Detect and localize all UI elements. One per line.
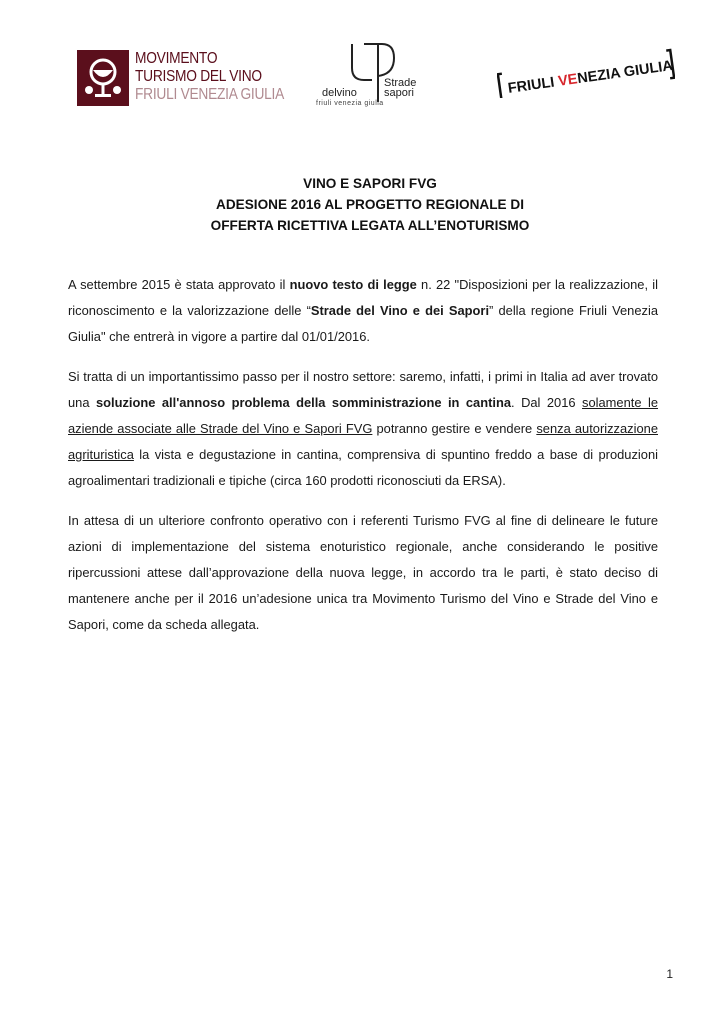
fvg-logo-part1: FRIULI: [506, 73, 560, 97]
p1-text-1: A settembre 2015 è stata approvato il: [68, 277, 290, 292]
title-line-2: ADESIONE 2016 AL PROGETTO REGIONALE DI: [216, 197, 524, 212]
p2-underline-autorizzazione: senza autorizzazione agrituristica: [68, 421, 658, 462]
title-line-3: OFFERTA RICETTIVA LEGATA ALL’ENOTURISMO: [210, 218, 530, 233]
document-title: [60, 173, 680, 236]
p2-text-3: potranno gestire e vendere: [372, 421, 537, 436]
mtv-logo-line1: MOVIMENTO: [135, 50, 218, 67]
svs-logo-word3: sapori: [384, 87, 414, 99]
paragraph-3: [68, 508, 658, 638]
friuli-venezia-giulia-logo: [497, 48, 675, 98]
movimento-turismo-del-vino-logo: [77, 50, 285, 110]
p1-bold-nuovo-testo: nuovo testo di legge: [289, 277, 417, 292]
page-number: 1: [666, 967, 673, 981]
svs-logo-word2: delvino: [322, 87, 357, 99]
fvg-logo-part3: NEZIA GIULIA: [576, 57, 674, 88]
svs-logo-sub: friuli venezia giulia: [316, 100, 384, 107]
paragraph-1: [68, 272, 658, 350]
strade-vino-sapori-logo: [312, 40, 437, 108]
wine-glass-emblem-icon: [77, 50, 129, 106]
document-body: [68, 272, 658, 652]
title-line-1: VINO E SAPORI FVG: [303, 176, 437, 191]
p2-underline-aziende: solamente le aziende associate alle Strade del Vino e Sapori FVG: [68, 395, 659, 436]
p2-text-2: . Dal 2016: [511, 395, 583, 410]
mtv-logo-line3: FRIULI VENEZIA GIULIA: [135, 86, 285, 103]
p1-text-2: n. 22 "Disposizioni per la realizzazione, il riconoscimento e la valorizzazione delle “: [68, 277, 658, 318]
p3-text-1: In attesa di un ulteriore confronto operativo con i referenti Turismo FVG al fine di delineare le future azioni di implementazione del sistema enoturistico regionale, anche considerando le positive ripercussioni attese dall’approvazione della nuova legge, in accordo tra le parti, è stato deciso di mantenere anche per il 2016 un’adesione unica tra Movimento Turismo del Vino e Strade del Vino e Sapori, come da scheda allegata.: [68, 513, 658, 632]
mtv-logo-line2: TURISMO DEL VINO: [135, 68, 262, 85]
p2-text-1: Si tratta di un importantissimo passo per il nostro settore: saremo, infatti, i primi in Italia ad aver trovato una: [68, 369, 658, 410]
strade-vino-sapori-emblem-icon: [312, 40, 437, 108]
svs-logo-word1: Strade: [384, 77, 417, 89]
fvg-logo-part2: VE: [557, 71, 579, 90]
p1-text-3: ” della regione Friuli Venezia Giulia" che entrerà in vigore a partire dal 01/01/2016.: [68, 303, 658, 344]
p1-bold-strade: Strade del Vino e dei Sapori: [310, 303, 490, 318]
p2-text-4: la vista e degustazione in cantina, comprensiva di spuntino freddo a base di produzioni agroalimentari tradizionali e tipiche (circa 160 prodotti riconosciuti da ERSA).: [68, 447, 658, 488]
paragraph-2: [68, 364, 658, 494]
p2-bold-soluzione: soluzione all'annoso problema della somministrazione in cantina: [95, 395, 512, 410]
svg-text:FRIULI VENEZIA GIULIA: [507, 58, 674, 97]
